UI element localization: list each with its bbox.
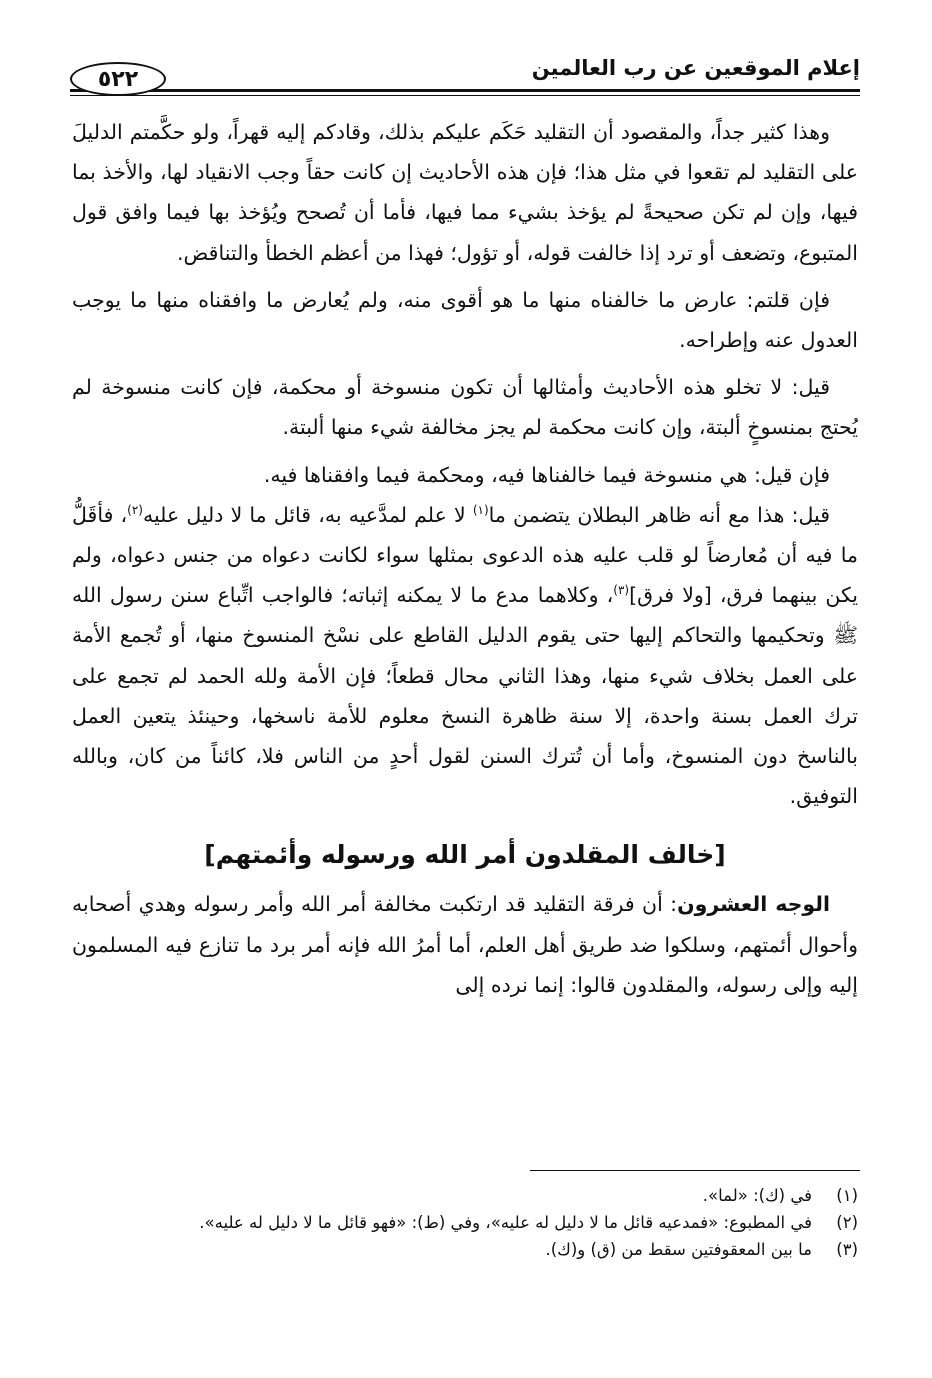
main-text: [72, 112, 858, 1005]
paragraph-6-lead: الوجه العشرون: [677, 892, 830, 917]
paragraph-5: [72, 495, 858, 817]
header-rule-thick: [70, 89, 860, 92]
footnote-ref-1[interactable]: (١): [472, 503, 489, 517]
paragraph-1: وهذا كثير جداً، والمقصود أن التقليد حَكَم عليكم بذلك، وقادكم إليه قهراً، ولو حكَّمتم الدليلَ على التقليد لم تقعوا في مثل هذا؛ فإن هذه الأحاديث إن كانت حقاً وجب الانقياد لها، والأخذ بما فيها، وإن لم تكن صحيحةً لم يؤخذ بشيء مما فيها، فأما أن تُصحح ويُؤخذ بها فيما وافق قول المتبوع، وتضعف أو ترد إذا خالفت قوله، أو تؤول؛ فهذا من أعظم الخطأ والتناقض.: [72, 120, 858, 265]
paragraph-5-part-b: لا علم لمدَّعيه به، قائل ما لا دليل عليه: [142, 502, 473, 527]
paragraph-6-text: : أن فرقة التقليد قد ارتكبت مخالفة أمر الله وأمر رسوله وهدي أصحابه وأحوال أئمتهم، وسلكوا ضد طريق أهل العلم، أما أمرُ الله فإنه أمر برد ما تنازع فيه المسلمون إليه وإلى رسوله، والمقلدون قالوا: إنما نرده إلى: [72, 892, 858, 997]
paragraph-5-part-c: ، فأقَلُّ ما فيه أن مُعارضاً لو قلب عليه هذه الدعوى بمثلها سواء لكانت دعواه من جنس دعواه، ولم يكن بينهما فرق، [ولا فرق]: [72, 502, 859, 608]
footnote-text: في المطبوع: «فمدعيه قائل ما لا دليل له عليه»، وفي (ط): «فهو قائل ما لا دليل له عليه».: [199, 1213, 812, 1232]
footnote-separator: [530, 1170, 860, 1171]
footnote-2: [72, 1209, 858, 1236]
paragraph-6: [72, 884, 858, 1005]
footnote-text: في (ك): «لما».: [702, 1186, 812, 1205]
footnote-1: [72, 1182, 858, 1209]
footnote-number: (١): [836, 1186, 858, 1205]
running-title: إعلام الموقعين عن رب العالمين: [531, 56, 860, 80]
paragraph-4: فإن قيل: هي منسوخة فيما خالفناها فيه، ومحكمة فيما وافقناها فيه.: [263, 462, 830, 487]
footnote-ref-2[interactable]: (٢): [127, 503, 143, 517]
page-number-badge: ٥٢٢: [70, 62, 166, 96]
header-rule-thin: [70, 95, 860, 96]
paragraph-3: قيل: لا تخلو هذه الأحاديث وأمثالها أن تكون منسوخة أو محكمة، فإن كانت منسوخة لم يُحتج بمنسوخٍ ألبتة، وإن كانت محكمة لم يجز مخالفة شيء منها ألبتة.: [72, 375, 858, 440]
footnote-number: (٢): [836, 1213, 858, 1232]
footnote-number: (٣): [836, 1240, 858, 1259]
footnotes: [72, 1182, 858, 1263]
paragraph-2: فإن قلتم: عارض ما خالفناه منها ما هو أقوى منه، ولم يُعارض ما وافقناه منها ما يوجب العدول عنه وإطراحه.: [72, 287, 858, 353]
section-heading: [خالف المقلدون أمر الله ورسوله وأئمتهم]: [204, 840, 726, 870]
footnote-text: ما بين المعقوفتين سقط من (ق) و(ك).: [545, 1240, 812, 1259]
paragraph-5-part-d: ، وكلاهما مدع ما لا يمكنه إثباته؛ فالواجب اتِّباع سنن رسول الله ﷺ وتحكيمها والتحاكم إليها حتى يقوم الدليل القاطع على نسْخ المنسوخ منها، أو تُجمع الأمة على العمل بخلاف شيء منها، وهذا الثاني محال قطعاً؛ فإن الأمة ولله الحمد لم تجمع على ترك العمل بسنة واحدة، إلا سنة ظاهرة النسخ معلوم للأمة ناسخها، وحينئذ يتعين العمل بالناسخ دون المنسوخ، وأما أن تُترك السنن لقول أحدٍ من الناس فلا، كائناً من كان، وبالله التوفيق.: [72, 583, 858, 809]
paragraph-5-part-a: قيل: هذا مع أنه ظاهر البطلان يتضمن ما: [488, 502, 830, 527]
footnote-ref-3[interactable]: (٣): [613, 583, 630, 598]
footnote-3: [72, 1236, 858, 1263]
